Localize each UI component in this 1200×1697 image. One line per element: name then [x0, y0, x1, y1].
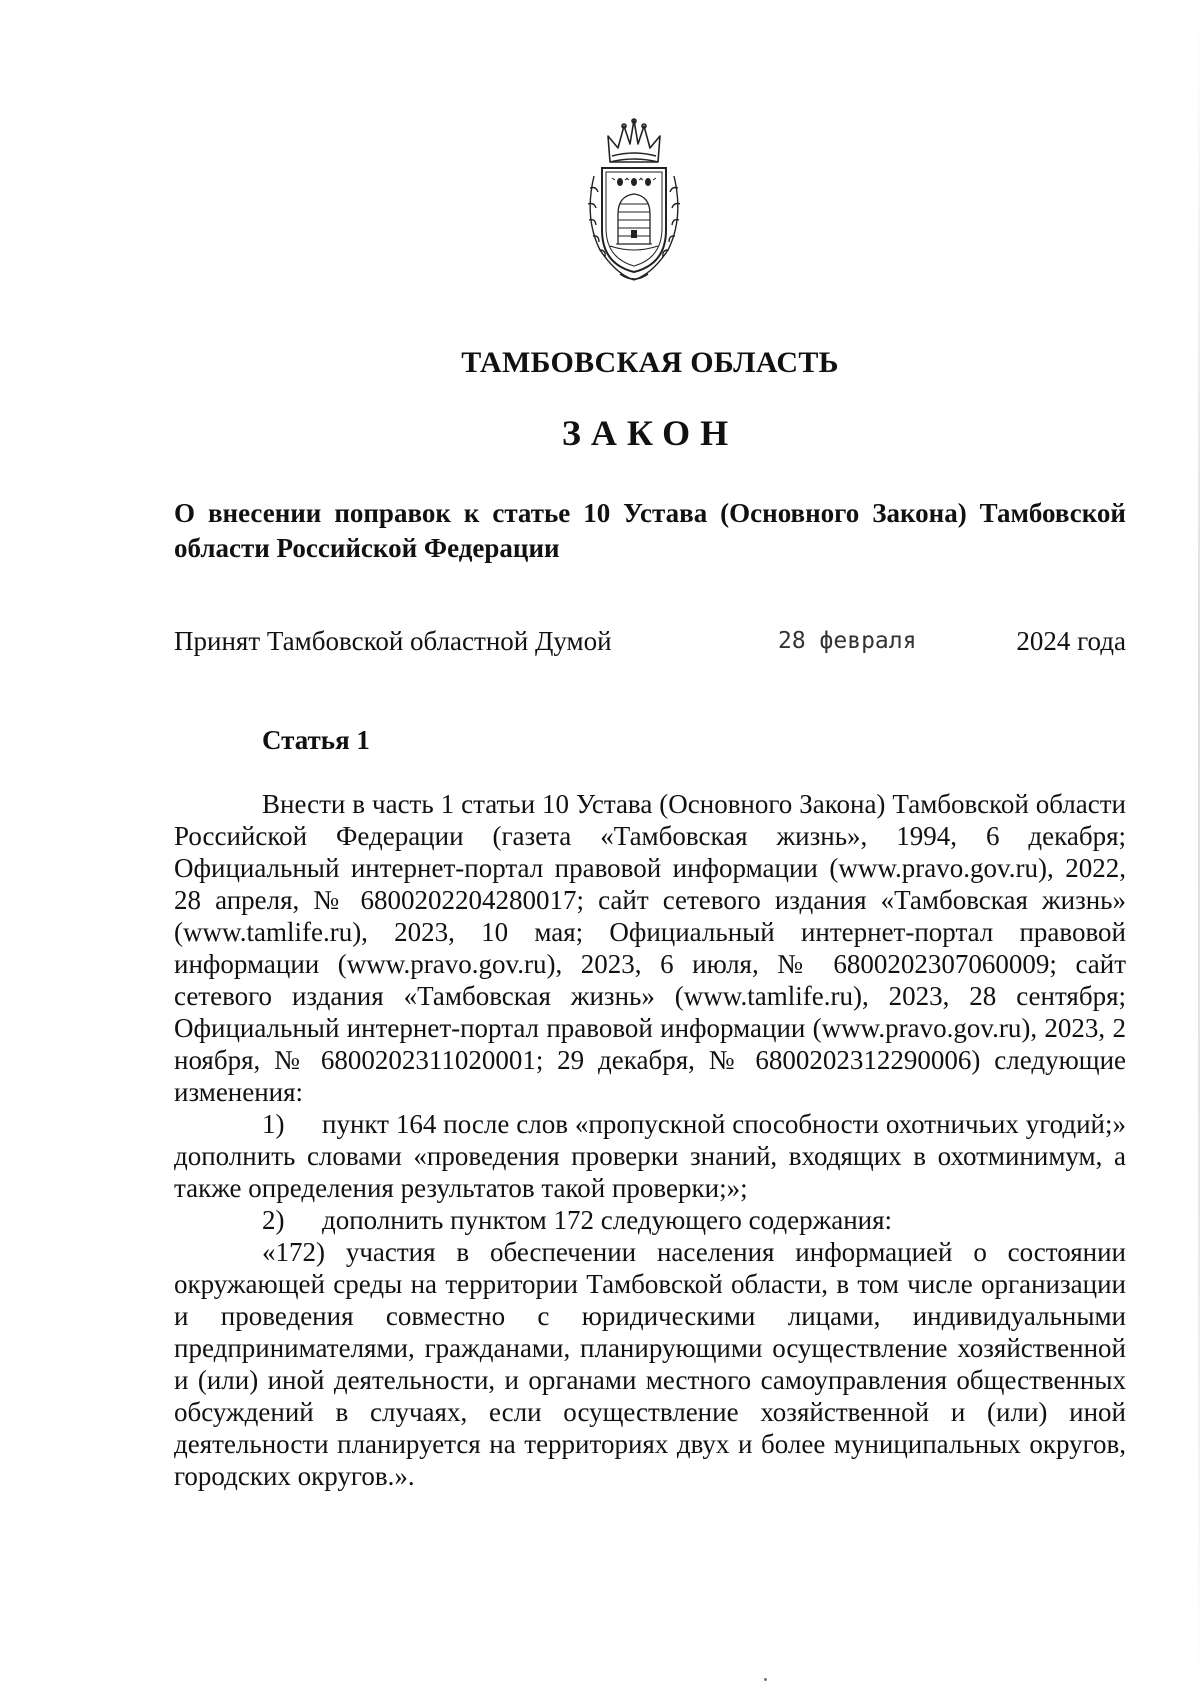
list-item-text: дополнить пунктом 172 следующего содержания:	[322, 1205, 893, 1235]
adoption-date: 28 февраля	[778, 628, 917, 654]
tambov-coat-of-arms-icon	[580, 118, 688, 286]
scan-speck	[764, 1678, 767, 1681]
region-title: ТАМБОВСКАЯ ОБЛАСТЬ	[461, 346, 839, 379]
article-title: Статья 1	[262, 725, 370, 755]
law-subject: О внесении поправок к статье 10 Устава (Основного Закона) Тамбовской области Российской Федерации	[174, 498, 1126, 563]
list-item	[174, 1204, 1126, 1236]
list-item-text: пункт 164 после слов «пропускной способности охотничьих угодий;» дополнить словами «проведения проверки знаний, входящих в охотминимум, а также определения результатов такой проверки;»;	[174, 1109, 1126, 1203]
adopted-by: Принят Тамбовской областной Думой	[174, 626, 612, 656]
list-item	[174, 1108, 1126, 1204]
list-item-number: 2)	[262, 1205, 285, 1235]
list-item-number: 1)	[262, 1109, 285, 1139]
article-intro: Внести в часть 1 статьи 10 Устава (Основного Закона) Тамбовской области Российской Федерации (газета «Тамбовская жизнь», 1994, 6 декабря; Официальный интернет-портал правовой информации (www.pravo.gov.ru), 2022, 28 апреля, № 6800202204280017; сайт сетевого издания «Тамбовская жизнь» (www.tamlife.ru), 2023, 10 мая; Официальный интернет-портал правовой информации (www.pravo.gov.ru), 2023, 6 июля, № 6800202307060009; сайт сетевого издания «Тамбовская жизнь» (www.tamlife.ru), 2023, 28 сентября; Официальный интернет-портал правовой информации (www.pravo.gov.ru), 2023, 2 ноября, № 6800202311020001; 29 декабря, № 6800202312290006) следующие изменения:	[174, 789, 1126, 1107]
adoption-line	[174, 626, 1126, 662]
document-type-title: ЗАКОН	[561, 413, 739, 453]
article-body	[174, 788, 1126, 1492]
adoption-year: 2024 года	[1016, 626, 1126, 656]
quoted-amendment: «172) участия в обеспечении населения информацией о состоянии окружающей среды на территории Тамбовской области, в том числе организации и проведения совместно с юридическими лицами, индивидуальными предпринимателями, гражданами, планирующими осуществление хозяйственной и (или) иной деятельности, и органами местного самоуправления общественных обсуждений в случаях, если осуществление хозяйственной и (или) иной деятельности планируется на территориях двух и более муниципальных округов, городских округов.».	[174, 1237, 1126, 1491]
